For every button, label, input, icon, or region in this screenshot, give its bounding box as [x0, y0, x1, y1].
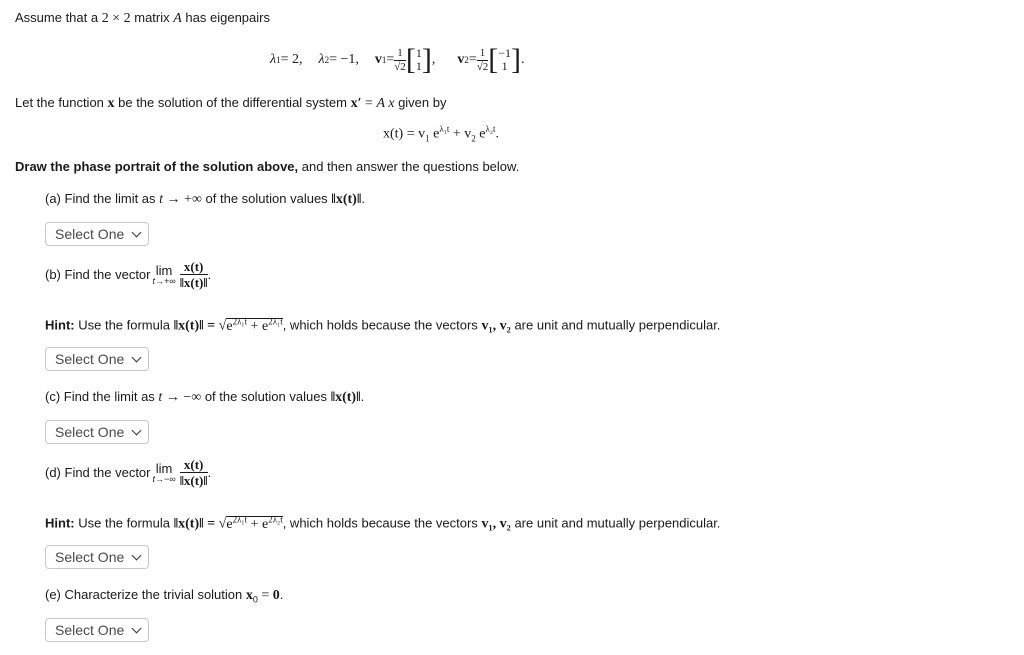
q-end: .	[360, 389, 365, 404]
frac-den: ‖x(t)‖	[179, 473, 208, 488]
sqrt-icon: √	[218, 318, 227, 334]
v2-vector	[498, 47, 511, 73]
hint-text: Use the formula	[74, 515, 174, 531]
select-c[interactable]	[45, 420, 149, 444]
select-label: Select One	[55, 424, 125, 440]
system-part: be the solution of the differential system	[114, 95, 351, 110]
chevron-down-icon	[132, 551, 142, 561]
v2-sub: 2	[464, 55, 469, 65]
frac-den: √2	[394, 60, 406, 73]
radicand	[226, 318, 282, 334]
frac-num: x(t)	[183, 259, 204, 274]
intro-text	[15, 10, 270, 27]
ax: A x	[376, 96, 395, 111]
v2-coef	[477, 48, 489, 73]
select-d[interactable]	[45, 545, 149, 569]
lim	[153, 462, 176, 484]
lim-word: lim	[155, 262, 173, 278]
sol-sub: 1	[425, 133, 430, 144]
zero-vector: 0	[272, 588, 280, 603]
chevron-down-icon	[132, 353, 142, 363]
question-c	[45, 389, 364, 406]
x-var: x	[107, 96, 115, 111]
lim-sub: t→+∞	[152, 275, 176, 286]
intro-part: matrix	[130, 10, 174, 25]
lambda1-value: = 2,	[280, 52, 303, 67]
sol-e: e	[429, 126, 440, 142]
chevron-down-icon	[132, 228, 142, 238]
instruction-bold: Draw the phase portrait of the solution above,	[15, 159, 299, 174]
equals: =	[468, 52, 477, 67]
frac-num: x(t)	[183, 457, 204, 472]
intro-part: Assume that a	[15, 10, 102, 25]
q-end: .	[207, 267, 212, 282]
chevron-down-icon	[132, 624, 142, 634]
bracket-right: ]	[421, 43, 432, 76]
t-var: t	[158, 390, 163, 405]
equals: =	[386, 52, 395, 67]
select-label: Select One	[55, 549, 125, 565]
frac-den: √2	[476, 60, 489, 73]
arrow: → −∞	[162, 390, 202, 405]
hint-2	[45, 514, 720, 533]
x0: x	[245, 588, 253, 603]
question-e	[45, 587, 283, 605]
select-a[interactable]	[45, 222, 149, 246]
intro-part: has eigenpairs	[181, 10, 270, 25]
rad-plus: + e	[247, 318, 269, 334]
rad-plus: + e	[247, 516, 269, 532]
q-text: (d) Find the vector	[45, 465, 151, 480]
hint-text: are unit and mutually perpendicular.	[510, 515, 721, 531]
bracket-left: [	[405, 43, 416, 76]
unit-vector	[180, 260, 208, 289]
select-label: Select One	[55, 351, 125, 367]
sqrt-icon: √	[218, 516, 227, 532]
eigenpairs	[270, 38, 525, 82]
sol-exp: λ₁t	[439, 124, 450, 134]
select-b[interactable]	[45, 347, 149, 371]
solution-formula	[383, 124, 499, 143]
sol-sub: 2	[471, 133, 476, 144]
q-text: (a) Find the limit as	[45, 191, 160, 206]
hint-vectors: v₁, v₂	[481, 516, 511, 532]
rad-exp: 2λ₁t	[232, 514, 248, 524]
hint-text: , which holds because the vectors	[282, 317, 482, 333]
select-label: Select One	[55, 226, 125, 242]
hint-text: Use the formula	[74, 317, 174, 333]
rad-e: e	[226, 516, 233, 532]
radicand	[226, 516, 282, 532]
select-label: Select One	[55, 622, 125, 638]
q-text: (e) Characterize the trivial solution	[45, 587, 246, 602]
bracket-left: [	[488, 43, 499, 76]
bracket-right: ]	[511, 43, 522, 76]
equals: =	[257, 588, 273, 603]
instruction	[15, 159, 519, 174]
norm: ‖x(t)‖	[331, 192, 362, 207]
sol-e: e	[475, 126, 486, 142]
hint-vectors: v₁, v₂	[481, 318, 511, 334]
lambda2-sub: 2	[324, 55, 330, 65]
lambda2: λ	[318, 52, 325, 67]
norm: ‖x(t)‖	[330, 390, 361, 405]
end: .	[521, 52, 525, 67]
sep: ,	[431, 52, 436, 67]
matrix-name: A	[173, 11, 182, 26]
sol-end: .	[495, 126, 499, 142]
q-text: of the solution values	[201, 191, 332, 206]
hint-lhs: ‖x(t)‖ =	[173, 516, 219, 532]
unit-vector	[180, 458, 208, 487]
lim-word: lim	[155, 460, 173, 476]
rad-e: e	[226, 318, 233, 334]
matrix-size: 2 × 2	[101, 11, 131, 26]
v1-sub: 1	[381, 55, 387, 65]
v2-top: −1	[498, 46, 512, 60]
v1-coef	[394, 48, 406, 73]
select-e[interactable]	[45, 618, 149, 642]
q-end: .	[361, 191, 365, 206]
q-text: of the solution values	[201, 389, 331, 404]
v1-top: 1	[415, 46, 422, 60]
v2-bottom: 1	[501, 59, 508, 73]
equals: =	[361, 96, 377, 111]
lambda1: λ	[270, 52, 277, 67]
v1: v	[374, 52, 382, 67]
q-text: (c) Find the limit as	[45, 389, 159, 404]
lim-sub: t→−∞	[152, 473, 176, 484]
hint-lhs: ‖x(t)‖ =	[173, 318, 219, 334]
hint-1	[45, 316, 720, 335]
lambda2-value: = −1,	[329, 52, 359, 67]
frac-num: 1	[479, 46, 486, 59]
sol-lhs: x(t) = v	[383, 126, 426, 142]
hint-text: are unit and mutually perpendicular.	[510, 317, 721, 333]
q-end: .	[279, 587, 284, 602]
q-text: (b) Find the vector	[45, 267, 151, 282]
sol-plus: + v	[449, 126, 472, 142]
rad-exp: 2λ₁t	[232, 316, 248, 326]
frac-num: 1	[397, 46, 403, 59]
v1-bottom: 1	[415, 59, 422, 73]
sol-exp: λ₂t	[485, 124, 496, 134]
hint-label: Hint:	[45, 515, 75, 531]
instruction-rest: and then answer the questions below.	[298, 159, 520, 174]
x0-sub: 0	[252, 594, 258, 605]
v2: v	[457, 52, 465, 67]
frac-den: ‖x(t)‖	[179, 275, 208, 290]
rad-exp: 2λ₁t	[268, 316, 283, 326]
lim	[153, 264, 176, 286]
chevron-down-icon	[132, 426, 142, 436]
arrow: → +∞	[163, 192, 202, 207]
lambda1-sub: 1	[276, 55, 281, 65]
question-d	[45, 458, 211, 487]
hint-text: , which holds because the vectors	[282, 515, 482, 531]
t-var: t	[159, 192, 164, 207]
system-text	[15, 95, 447, 112]
question-b	[45, 260, 211, 289]
system-part: Let the function	[15, 95, 108, 110]
question-a	[45, 191, 365, 208]
rad-exp: 2λ₂t	[268, 514, 283, 524]
xprime: x′	[350, 96, 362, 111]
q-end: .	[207, 465, 212, 480]
hint-label: Hint:	[45, 317, 75, 333]
system-part: given by	[394, 95, 447, 110]
